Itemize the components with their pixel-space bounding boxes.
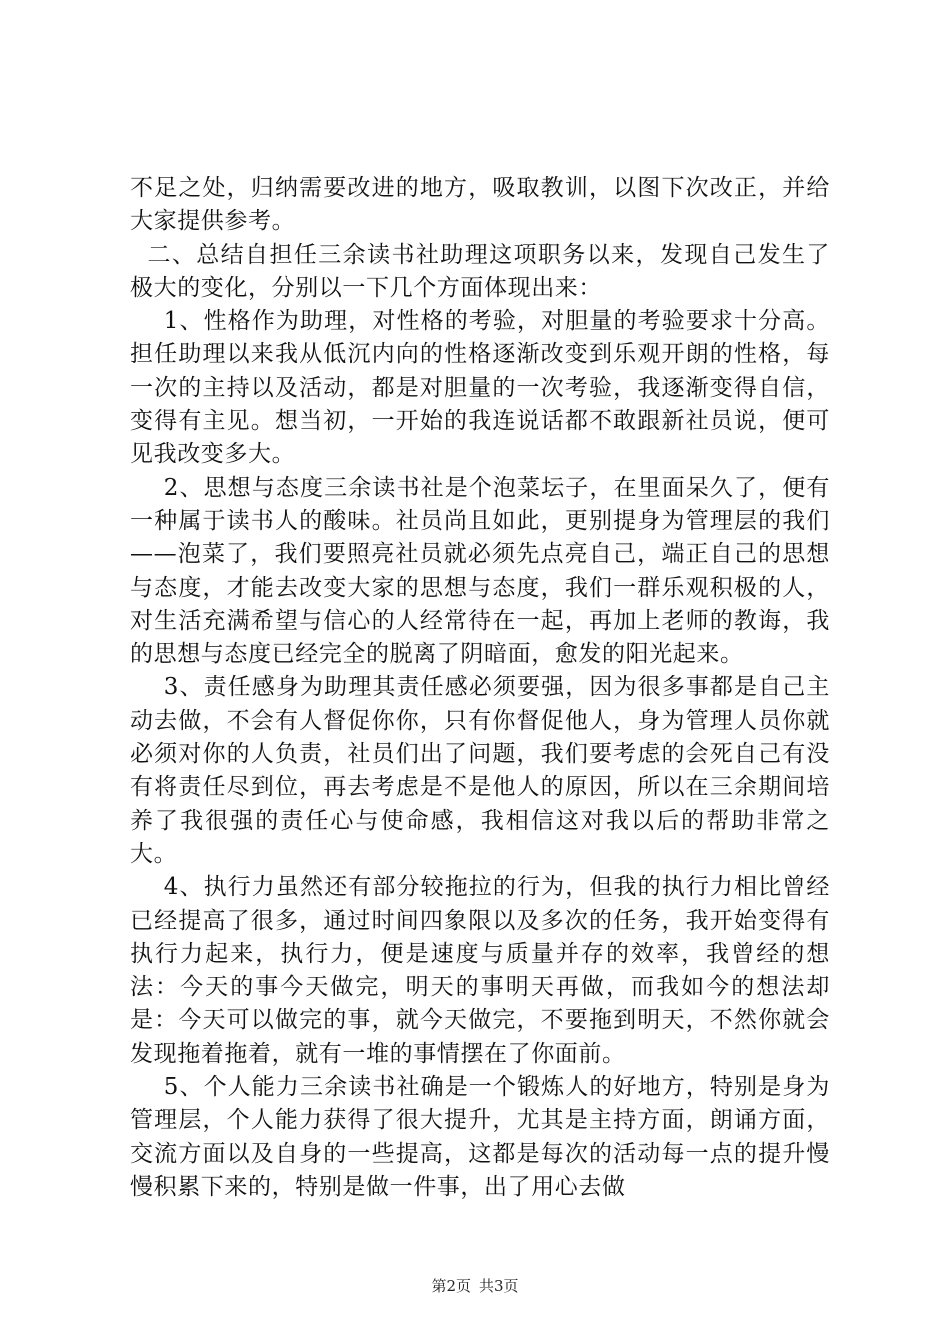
paragraph-3: 1、性格作为助理，对性格的考验，对胆量的考验要求十分高。担任助理以来我从低沉内向的性格逐渐改变到乐观开朗的性格，每一次的主持以及活动，都是对胆量的一次考验，我逐渐变得自信，变得有主见。想当初，一开始的我连说话都不敢跟新社员说，便可见我改变多大。 <box>130 308 830 468</box>
paragraph-5: 3、责任感身为助理其责任感必须要强，因为很多事都是自己主动去做，不会有人督促你你，只有你督促他人，身为管理人员你就必须对你的人负责，社员们出了问题，我们要考虑的会死自己有没有将责任尽到位，再去考虑是不是他人的原因，所以在三余期间培养了我很强的责任心与使命感，我相信这对我以后的帮助非常之大。 <box>130 674 830 867</box>
page-total: 共3页 <box>479 1277 519 1295</box>
paragraph-6: 4、执行力虽然还有部分较拖拉的行为，但我的执行力相比曾经已经提高了很多，通过时间四象限以及多次的任务，我开始变得有执行力起来，执行力，便是速度与质量并存的效率，我曾经的想法：今天的事今天做完，明天的事明天再做，而我如今的想法却是：今天可以做完的事，就今天做完，不要拖到明天，不然你就会发现拖着拖着，就有一堆的事情摆在了你面前。 <box>130 874 830 1067</box>
page-number: 第2页 <box>431 1277 471 1295</box>
document-body <box>130 172 830 1204</box>
paragraph-7: 5、个人能力三余读书社确是一个锻炼人的好地方，特别是身为管理层，个人能力获得了很大提升，尤其是主持方面，朗诵方面，交流方面以及自身的一些提高，这都是每次的活动每一点的提升慢慢积累下来的，特别是做一件事，出了用心去做 <box>130 1074 830 1200</box>
paragraph-4: 2、思想与态度三余读书社是个泡菜坛子，在里面呆久了，便有一种属于读书人的酸味。社员尚且如此，更别提身为管理层的我们——泡菜了，我们要照亮社员就必须先点亮自己，端正自己的思想与态度，才能去改变大家的思想与态度，我们一群乐观积极的人，对生活充满希望与信心的人经常待在一起，再加上老师的教诲，我的思想与态度已经完全的脱离了阴暗面，愈发的阳光起来。 <box>130 474 830 668</box>
page-footer <box>0 1276 950 1296</box>
paragraph-2: 二、总结自担任三余读书社助理这项职务以来，发现自己发生了极大的变化，分别以一下几个方面体现出来： <box>130 241 830 301</box>
paragraph-1: 不足之处，归纳需要改进的地方，吸取教训，以图下次改正，并给大家提供参考。 <box>130 175 830 235</box>
